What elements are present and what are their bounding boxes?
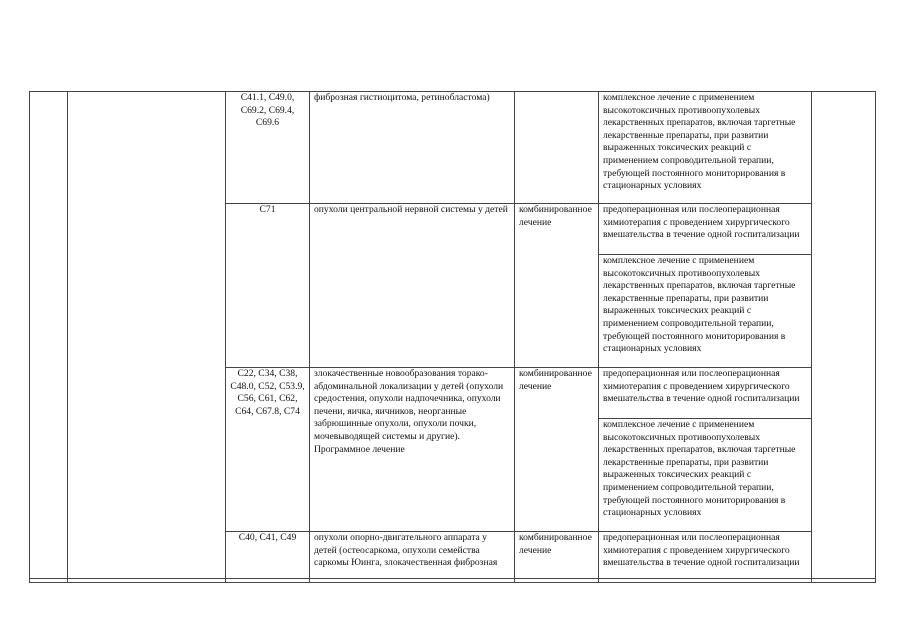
treatment-type-cell: комбинированное лечение [515,204,599,368]
treatment-type-cell [515,92,599,204]
treatment-method-cell: предоперационная или послеоперационная химиотерапия с проведением хирургического вмешательства в течение одной госпитализации [599,368,812,419]
icd-code-cell: C41.1, C49.0, C69.2, C69.4, C69.6 [226,92,310,204]
treatment-method-cell: комплексное лечение с применением высокотоксичных противоопухолевых лекарственных препаратов, включая таргетные лекарственные препараты, при развитии выраженных токсических реакций с применением сопроводительной терапии, требующей постоянного мониторирования в стационарных условиях [599,92,812,204]
treatment-method-cell: предоперационная или послеоперационная химиотерапия с проведением хирургического вмешательства в течение одной госпитализации [599,204,812,255]
treatment-type-cell: комбинированное лечение [515,368,599,532]
table-row [30,92,876,204]
treatment-table [29,91,876,583]
treatment-method-cell: предоперационная или послеоперационная химиотерапия с проведением хирургического вмешательства в течение одной госпитализации [599,532,812,583]
treatment-method-cell: комплексное лечение с применением высокотоксичных противоопухолевых лекарственных препаратов, включая таргетные лекарственные препараты, при развитии выраженных токсических реакций с применением сопроводительной терапии, требующей постоянного мониторирования в стационарных условиях [599,419,812,532]
icd-code-cell: C22, C34, C38, C48.0, C52, C53.9, C56, C61, C62, C64, C67.8, C74 [226,368,310,532]
disease-cell: опухоли центральной нервной системы у детей [310,204,515,368]
disease-cell: фиброзная гистиоцитома, ретинобластома) [310,92,515,204]
treatment-type-cell: комбинированное лечение [515,532,599,583]
care-type-cell [68,92,226,583]
cost-cell [812,92,876,583]
disease-cell: злокачественные новообразования торако-абдоминальной локализации у детей (опухоли средостения, опухоли надпочечника, опухоли печени, яичка, яичников, неорганные забрюшинные опухоли, опухоли почки, мочевыводящей системы и другие). Программное лечение [310,368,515,532]
disease-cell: опухоли опорно-двигательного аппарата у детей (остеосаркома, опухоли семейства саркомы Юинга, злокачественная фиброзная [310,532,515,583]
icd-code-cell: C71 [226,204,310,368]
icd-code-cell: C40, C41, C49 [226,532,310,583]
number-cell [30,92,68,583]
treatment-method-cell: комплексное лечение с применением высокотоксичных противоопухолевых лекарственных препаратов, включая таргетные лекарственные препараты, при развитии выраженных токсических реакций с применением сопроводительной терапии, требующей постоянного мониторирования в стационарных условиях [599,255,812,368]
table-bottom-border [29,578,876,579]
